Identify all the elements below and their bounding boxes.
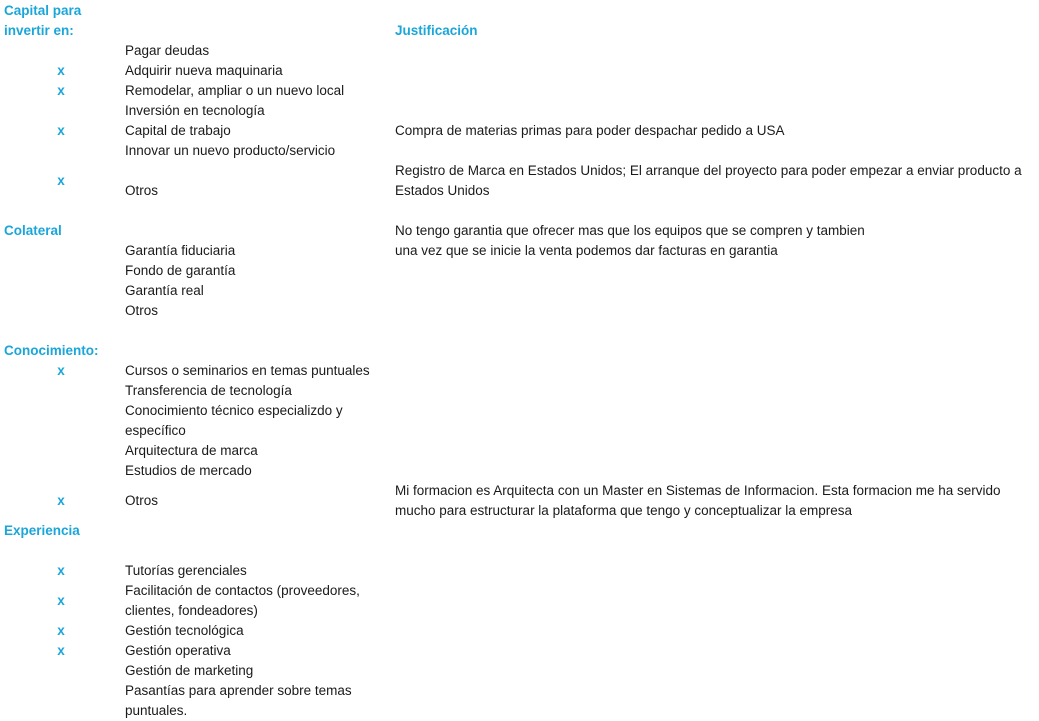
conocimiento-item-mark: x xyxy=(57,493,65,508)
capital-item-justification: Compra de materias primas para poder despachar pedido a USA xyxy=(395,123,785,138)
colateral-justification-line1: No tengo garantia que ofrecer mas que los equipos que se compren y tambien xyxy=(395,223,865,238)
section-title-capital-line2: invertir en: xyxy=(4,23,74,38)
colateral-item-label: Fondo de garantía xyxy=(125,263,236,278)
capital-item-label: Innovar un nuevo producto/servicio xyxy=(125,143,336,158)
colateral-justification-line2: una vez que se inicie la venta podemos dar facturas en garantia xyxy=(395,243,778,258)
experiencia-item-label: Gestión de marketing xyxy=(125,663,254,678)
capital-otros-justification-line1: Registro de Marca en Estados Unidos; El arranque del proyecto para poder empezar a enviar producto a xyxy=(395,163,1022,178)
experiencia-item-label-line1: Pasantías para aprender sobre temas xyxy=(125,683,352,698)
conocimiento-otros-justification-line1: Mi formacion es Arquitecta con un Master en Sistemas de Informacion. Esta formacion me ha servido xyxy=(395,483,1001,498)
conocimiento-otros-justification-line2: mucho para estructurar la plataforma que tengo y conceptualizar la empresa xyxy=(395,503,852,518)
capital-item-label: Inversión en tecnología xyxy=(125,103,265,118)
capital-item-mark: x xyxy=(57,83,65,98)
colateral-item-label: Otros xyxy=(125,303,159,318)
capital-item-label: Remodelar, ampliar o un nuevo local xyxy=(125,83,345,98)
experiencia-item-label-line1: Facilitación de contactos (proveedores, xyxy=(125,583,360,598)
colateral-item-label: Garantía fiduciaria xyxy=(125,243,236,258)
experiencia-item-label-line2: clientes, fondeadores) xyxy=(125,603,258,618)
section-title-experiencia: Experiencia xyxy=(4,523,80,538)
conocimiento-item-label-line2: específico xyxy=(125,423,186,438)
capital-item-label: Capital de trabajo xyxy=(125,123,231,138)
capital-item-mark: x xyxy=(57,123,65,138)
experiencia-item-mark: x xyxy=(57,593,65,608)
capital-item-label: Adquirir nueva maquinaria xyxy=(125,63,283,78)
conocimiento-item-label-line1: Conocimiento técnico especializdo y xyxy=(125,403,343,418)
experiencia-item-mark: x xyxy=(57,643,65,658)
section-title-colateral: Colateral xyxy=(4,223,62,238)
capital-item-mark: x xyxy=(57,173,65,188)
conocimiento-item-label: Estudios de mercado xyxy=(125,463,252,478)
experiencia-item-label: Gestión tecnológica xyxy=(125,623,244,638)
conocimiento-item-label: Otros xyxy=(125,493,159,508)
capital-item-label: Pagar deudas xyxy=(125,43,210,58)
conocimiento-item-label: Cursos o seminarios en temas puntuales xyxy=(125,363,370,378)
section-title-conocimiento: Conocimiento: xyxy=(4,343,99,358)
justification-header: Justificación xyxy=(395,23,478,38)
capital-otros-justification-line2: Estados Unidos xyxy=(395,183,490,198)
experiencia-item-label: Gestión operativa xyxy=(125,643,231,658)
section-title-capital-line1: Capital para xyxy=(4,3,82,18)
experiencia-item-label-line2: puntuales. xyxy=(125,703,188,718)
conocimiento-item-label: Arquitectura de marca xyxy=(125,443,258,458)
experiencia-item-label: Tutorías gerenciales xyxy=(125,563,247,578)
conocimiento-item-mark: x xyxy=(57,363,65,378)
colateral-item-label: Garantía real xyxy=(125,283,204,298)
capital-item-mark: x xyxy=(57,63,65,78)
capital-item-label: Otros xyxy=(125,183,159,198)
conocimiento-item-label: Transferencia de tecnología xyxy=(125,383,292,398)
experiencia-item-mark: x xyxy=(57,623,65,638)
experiencia-item-mark: x xyxy=(57,563,65,578)
